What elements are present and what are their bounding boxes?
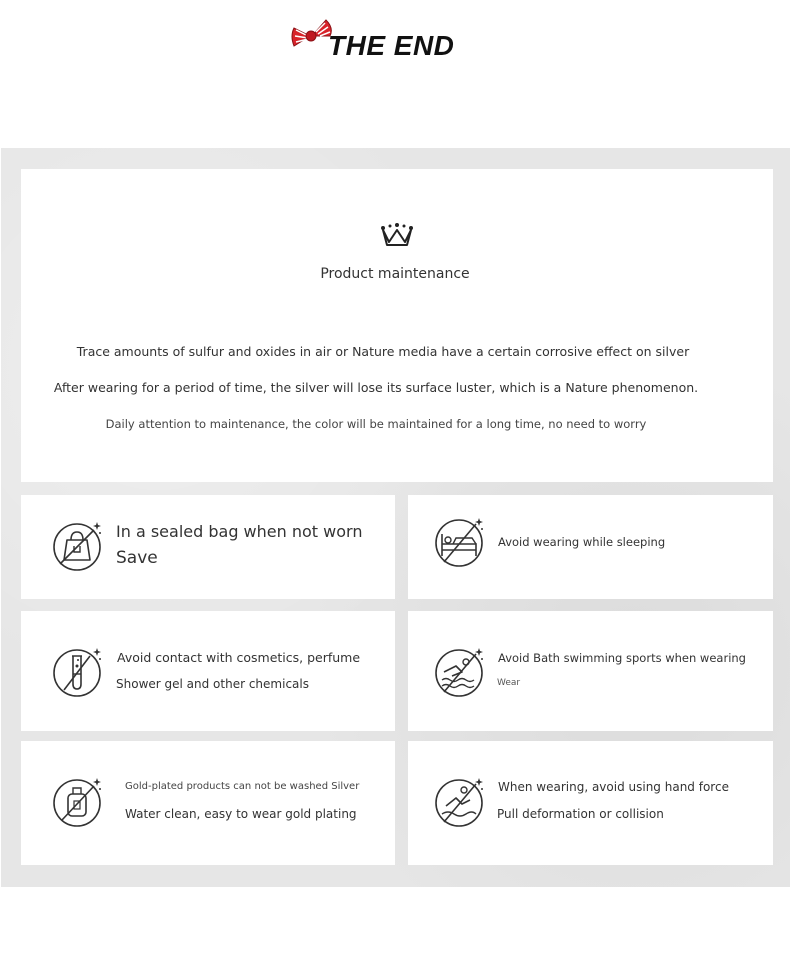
tip-washing-line-2: Water clean, easy to wear gold plating — [125, 807, 357, 821]
maintenance-card — [21, 169, 773, 482]
no-force-icon — [432, 776, 486, 830]
sealed-bag-icon — [50, 520, 104, 574]
maintenance-line-1: Trace amounts of sulfur and oxides in air or Nature media have a certain corrosive effect on silver — [76, 344, 690, 359]
tip-force-line-2: Pull deformation or collision — [497, 807, 664, 821]
the-end-header — [290, 14, 490, 66]
tip-force-line-1: When wearing, avoid using hand force — [498, 780, 729, 794]
maintenance-line-2: After wearing for a period of time, the silver will lose its surface luster, which is a Nature phenomenon. — [53, 380, 699, 395]
tip-swimming-line-1: Avoid Bath swimming sports when wearing — [498, 651, 746, 665]
tip-chemicals-line-1: Avoid contact with cosmetics, perfume — [117, 650, 361, 665]
no-washing-icon — [50, 776, 104, 830]
maintenance-title: Product maintenance — [320, 266, 470, 282]
tip-chemicals-line-2: Shower gel and other chemicals — [116, 677, 309, 691]
no-swimming-icon — [432, 646, 486, 700]
the-end-title: THE END — [328, 30, 455, 61]
no-sleeping-icon — [432, 516, 486, 570]
tip-sealed-bag-line-1: In a sealed bag when not worn — [116, 522, 363, 541]
tip-sealed-bag-line-2: Save — [116, 548, 158, 568]
tip-sleeping-line-1: Avoid wearing while sleeping — [498, 535, 666, 549]
tip-washing-line-1: Gold-plated products can not be washed Silver — [125, 781, 360, 792]
no-chemicals-icon — [50, 646, 104, 700]
maintenance-line-3: Daily attention to maintenance, the color will be maintained for a long time, no need to worry — [105, 417, 647, 431]
tip-swimming-line-2: Wear — [497, 678, 521, 688]
crown-icon — [380, 220, 414, 248]
